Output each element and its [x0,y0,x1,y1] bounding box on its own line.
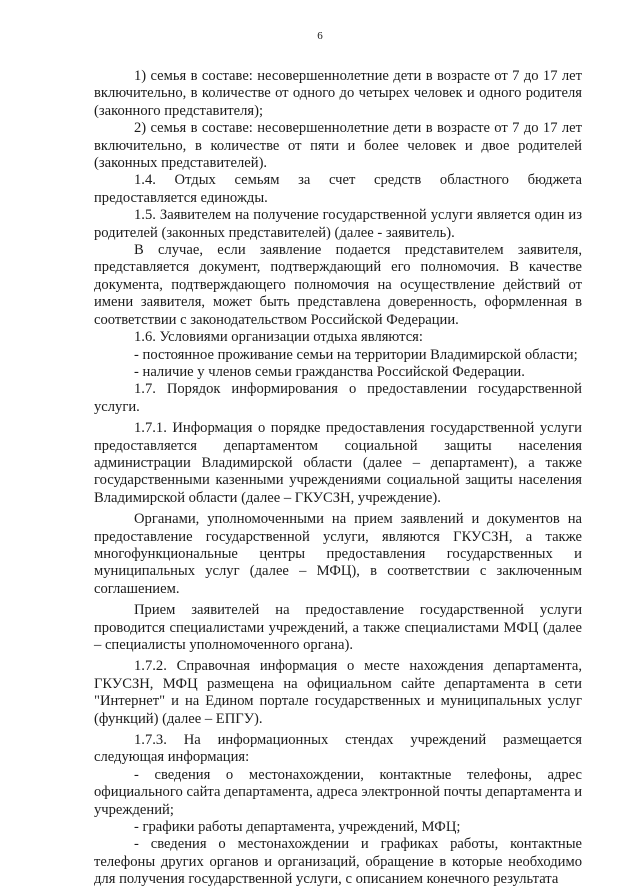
list-item-other-bodies: - сведения о местонахождении и графиках работы, контактные телефоны других органов и организаций, обращение в которые необходимо для получения государственной услуги, с описанием конечного результата [94,836,582,888]
paragraph-reception: Прием заявителей на предоставление государственной услуги проводится специалистами учреждений, а также специалистами МФЦ (далее – специалисты уполномоченного органа). [94,602,582,653]
list-item-work-schedules: - графики работы департамента, учреждений, МФЦ; [134,819,461,836]
paragraph-representative: В случае, если заявление подается представителем заявителя, представляется документ, подтверждающий его полномочия. В качестве документа, подтверждающего полномочия на осуществление действий от имени заявителя, может быть представлена доверенность, оформленная в соответствии с законодательством Российской Федерации. [94,242,582,328]
paragraph-family-type-2: 2) семья в составе: несовершеннолетние дети в возрасте от 7 до 17 лет включительно, в количестве от пяти и более человек и двое родителей (законных представителей). [94,120,582,172]
paragraph-1-7-2: 1.7.2. Справочная информация о месте нахождения департамента, ГКУСЗН, МФЦ размещена на официальном сайте департамента в сети "Интернет" и на Едином портале государственных и муниципальных услуг (функций) (далее – ЕПГУ). [94,658,582,727]
list-item-location-info: - сведения о местонахождении, контактные телефоны, адрес официального сайта департамента, адреса электронной почты департамента и учреждений; [94,766,582,818]
paragraph-1-5: 1.5. Заявителем на получение государственной услуги является один из родителей (законных представителей) (далее - заявитель). [94,207,582,241]
page-number: 6 [317,30,323,42]
paragraph-1-4: 1.4. Отдых семьям за счет средств областного бюджета предоставляется единожды. [94,172,582,206]
paragraph-family-type-1: 1) семья в составе: несовершеннолетние дети в возрасте от 7 до 17 лет включительно, в количестве от одного до четырех человек и одного родителя (законного представителя); [94,68,582,119]
list-item-residence: - постоянное проживание семьи на территории Владимирской области; [134,346,578,363]
paragraph-1-7: 1.7. Порядок информирования о предоставлении государственной услуги. [94,381,582,415]
paragraph-1-7-1: 1.7.1. Информация о порядке предоставления государственной услуги предоставляется департаментом социальной защиты населения администрации Владимирской области (далее – департамент), а также государственными казенными учреждениями социальной защиты населения Владимирской области (далее – ГКУСЗН, учреждение). [94,420,582,506]
paragraph-1-7-3: 1.7.3. На информационных стендах учреждений размещается следующая информация: [94,732,582,766]
paragraph-authorized-bodies: Органами, уполномоченными на прием заявлений и документов на предоставление государственной услуги, являются ГКУСЗН, а также многофункциональные центры предоставления государственных и муниципальных услуг (далее – МФЦ), в соответствии с заключенным соглашением. [94,511,582,597]
paragraph-1-6: 1.6. Условиями организации отдыха являются: [134,329,423,346]
list-item-citizenship: - наличие у членов семьи гражданства Российской Федерации. [134,363,525,380]
document-body [94,68,582,889]
